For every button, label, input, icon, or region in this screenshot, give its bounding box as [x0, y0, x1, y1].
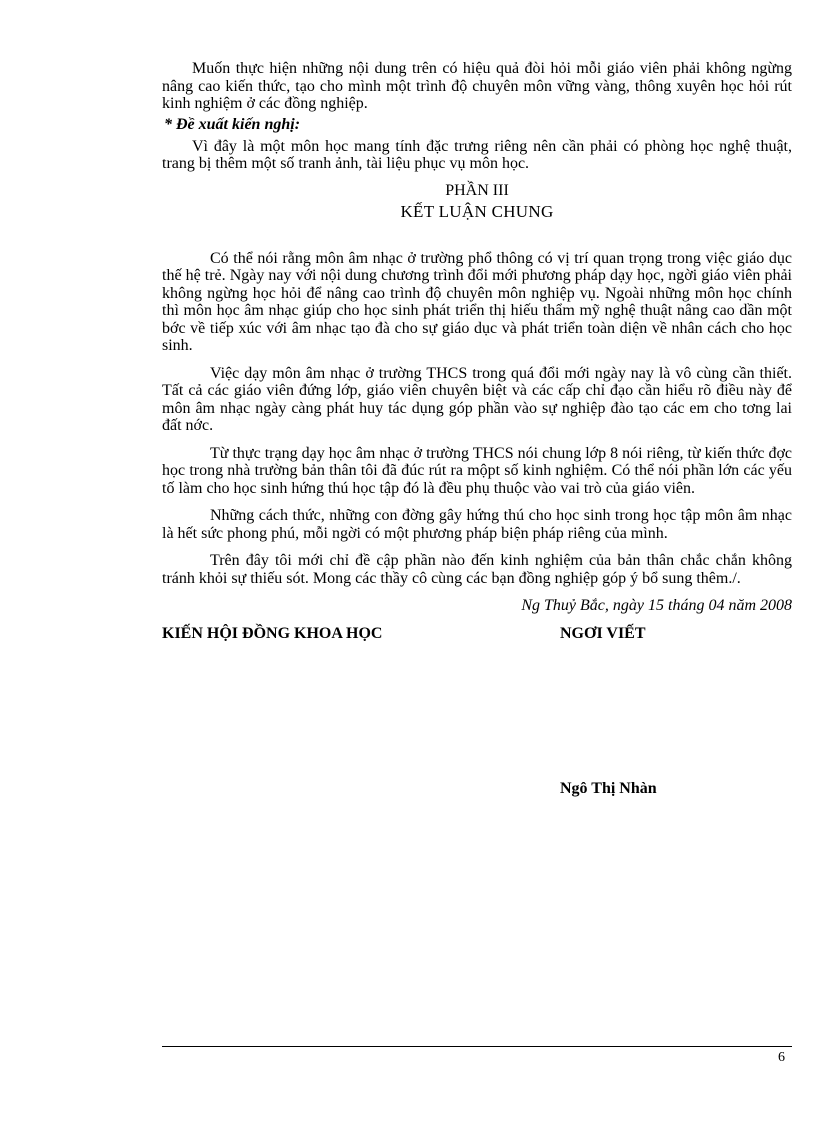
- page-number: 6: [778, 1050, 785, 1065]
- document-body: [162, 60, 792, 797]
- conclusion-paragraph: Việc dạy môn âm nhạc ở trường THCS trong quá đổi mới ngày nay là vô cùng cần thiết. Tất cả các giáo viên đứng lớp, giáo viên chuyên biệt và các cấp chỉ đạo cần hiểu rõ điều này để môn âm nhạc ngày càng phát huy tác dụng góp phần vào sự nghiệp đào tạo các em cho tơng lai đất nớc.: [162, 364, 792, 434]
- signature-row: [162, 625, 792, 643]
- proposal-heading: * Đề xuất kiến nghị:: [164, 115, 301, 133]
- part-label: PHẦN III: [445, 181, 509, 199]
- footer-divider: [162, 1046, 792, 1047]
- conclusion-paragraph: Từ thực trạng dạy học âm nhạc ở trường THCS nói chung lớp 8 nói riêng, từ kiến thức đợc học trong nhà trường bản thân tôi đã đúc rút ra mộpt số kinh nghiệm. Có thể nói phần lớn các yếu tố làm cho học sinh hứng thú học tập đó là đều phụ thuộc vào vai trò của giáo viên.: [162, 444, 792, 497]
- proposal-paragraph: Vì đây là một môn học mang tính đặc trưng riêng nên cần phải có phòng học nghệ thuật, trang bị thêm một số tranh ảnh, tài liệu phục vụ môn học.: [162, 137, 792, 172]
- council-label: KIẾN HỘI ĐỒNG KHOA HỌC: [162, 625, 383, 642]
- conclusion-paragraph: Có thể nói rằng môn âm nhạc ở trường phổ thông có vị trí quan trọng trong việc giáo dục thế hệ trẻ. Ngày nay với nội dung chương trình đổi mới phương pháp dạy học, ngời giáo viên phải không ngừng học hỏi để nâng cao trình độ chuyên môn nghiệp vụ. Ngoài những môn học chính thì môn học âm nhạc giúp cho học sinh phát triển thị hiếu thẩm mỹ nghệ thuật nâng cao dần một bớc về tiếp xúc với âm nhạc tạo đà cho sự giáo dục và phát triển toàn diện về nhân cách cho học sinh.: [162, 249, 792, 354]
- writer-label: NGƠI VIẾT: [560, 625, 646, 642]
- conclusion-paragraph: Trên đây tôi mới chỉ đề cập phần nào đến kinh nghiệm của bản thân chắc chắn không tránh khỏi sự thiếu sót. Mong các thầy cô cùng các bạn đồng nghiệp góp ý bổ sung thêm./.: [162, 552, 792, 587]
- intro-paragraph: Muốn thực hiện những nội dung trên có hiệu quả đòi hỏi mỗi giáo viên phải không ngừng nâng cao kiến thức, tạo cho mình một trình độ chuyên môn vững vàng, thông xuyên học hỏi rút kinh nghiệm ở các đồng nghiệp.: [162, 60, 792, 112]
- sign-date: Ng Thuỷ Bắc, ngày 15 tháng 04 năm 2008: [521, 597, 792, 614]
- writer-name: Ngô Thị Nhàn: [560, 780, 657, 797]
- conclusion-paragraph: Những cách thức, những con đờng gây hứng thú cho học sinh trong học tập môn âm nhạc là hết sức phong phú, mỗi ngời có một phương pháp biện pháp riêng của mình.: [162, 507, 792, 542]
- part-title: KẾT LUẬN CHUNG: [400, 201, 554, 221]
